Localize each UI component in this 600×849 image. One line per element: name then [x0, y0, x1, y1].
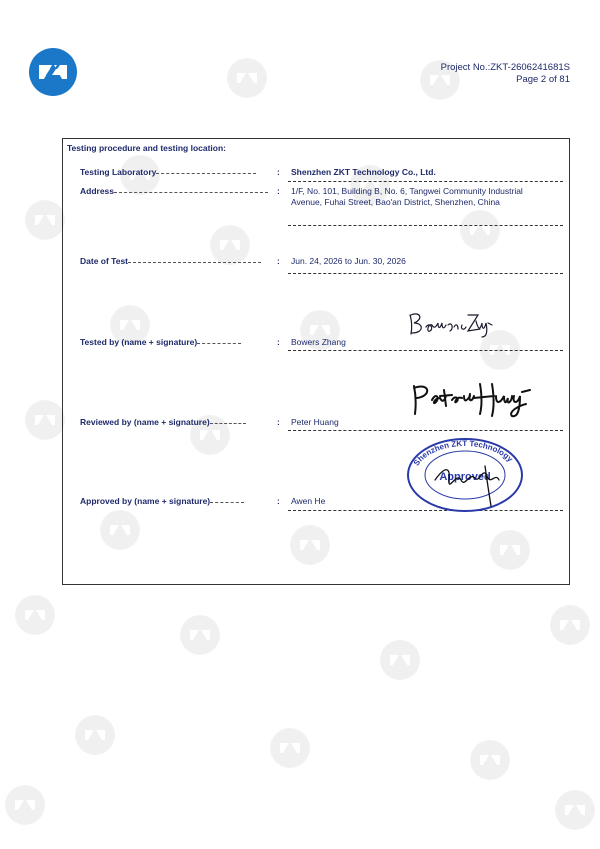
- label-testing-laboratory: Testing Laboratory: [80, 167, 157, 177]
- value-reviewed-by: Peter Huang: [291, 417, 339, 427]
- watermark-icon: [180, 615, 220, 655]
- report-header: [441, 62, 570, 86]
- procedure-table: [62, 138, 570, 585]
- divider: [288, 225, 563, 226]
- divider: [288, 181, 563, 182]
- leader-dots: [210, 423, 246, 424]
- watermark-icon: [5, 785, 45, 825]
- value-tested-by: Bowers Zhang: [291, 337, 346, 347]
- label-tested-by: Tested by (name + signature): [80, 337, 198, 347]
- section-title: Testing procedure and testing location:: [67, 143, 226, 153]
- watermark-icon: [470, 740, 510, 780]
- colon: :: [277, 256, 280, 266]
- watermark-icon: [380, 640, 420, 680]
- value-approved-by: Awen He: [291, 496, 326, 506]
- leader-dots: [156, 173, 256, 174]
- watermark-icon: [555, 790, 595, 830]
- approval-stamp-icon: [405, 436, 525, 514]
- zkt-logo-icon: [28, 47, 78, 97]
- divider: [288, 350, 563, 351]
- signature-tested-by: [406, 307, 496, 339]
- colon: :: [277, 417, 280, 427]
- watermark-icon: [227, 58, 267, 98]
- watermark-icon: [25, 200, 65, 240]
- divider: [288, 430, 563, 431]
- leader-dots: [128, 262, 261, 263]
- value-testing-laboratory: Shenzhen ZKT Technology Co., Ltd.: [291, 167, 436, 177]
- watermark-icon: [75, 715, 115, 755]
- page-number: Page 2 of 81: [516, 74, 570, 85]
- divider: [288, 273, 563, 274]
- watermark-icon: [270, 728, 310, 768]
- project-number: Project No.:ZKT-2606241681S: [440, 62, 570, 73]
- stamp-center-text: Approved: [439, 471, 491, 483]
- watermark-icon: [550, 605, 590, 645]
- colon: :: [277, 167, 280, 177]
- signature-reviewed-by: [408, 376, 538, 421]
- leader-dots: [114, 192, 268, 193]
- value-address: 1/F, No. 101, Building B, No. 6, Tangwei Community Industrial Avenue, Fuhai Street, Bao'an District, Shenzhen, China: [291, 186, 523, 207]
- colon: :: [277, 186, 280, 196]
- label-address: Address: [80, 186, 115, 196]
- label-date-of-test: Date of Test: [80, 256, 129, 266]
- stamp-arc-text: Shenzhen ZKT Technology: [411, 438, 515, 468]
- leader-dots: [210, 502, 244, 503]
- label-approved-by: Approved by (name + signature): [80, 496, 211, 506]
- label-reviewed-by: Reviewed by (name + signature): [80, 417, 210, 427]
- watermark-icon: [25, 400, 65, 440]
- value-date-of-test: Jun. 24, 2026 to Jun. 30, 2026: [291, 256, 406, 266]
- watermark-icon: [15, 595, 55, 635]
- colon: :: [277, 337, 280, 347]
- colon: :: [277, 496, 280, 506]
- leader-dots: [197, 343, 241, 344]
